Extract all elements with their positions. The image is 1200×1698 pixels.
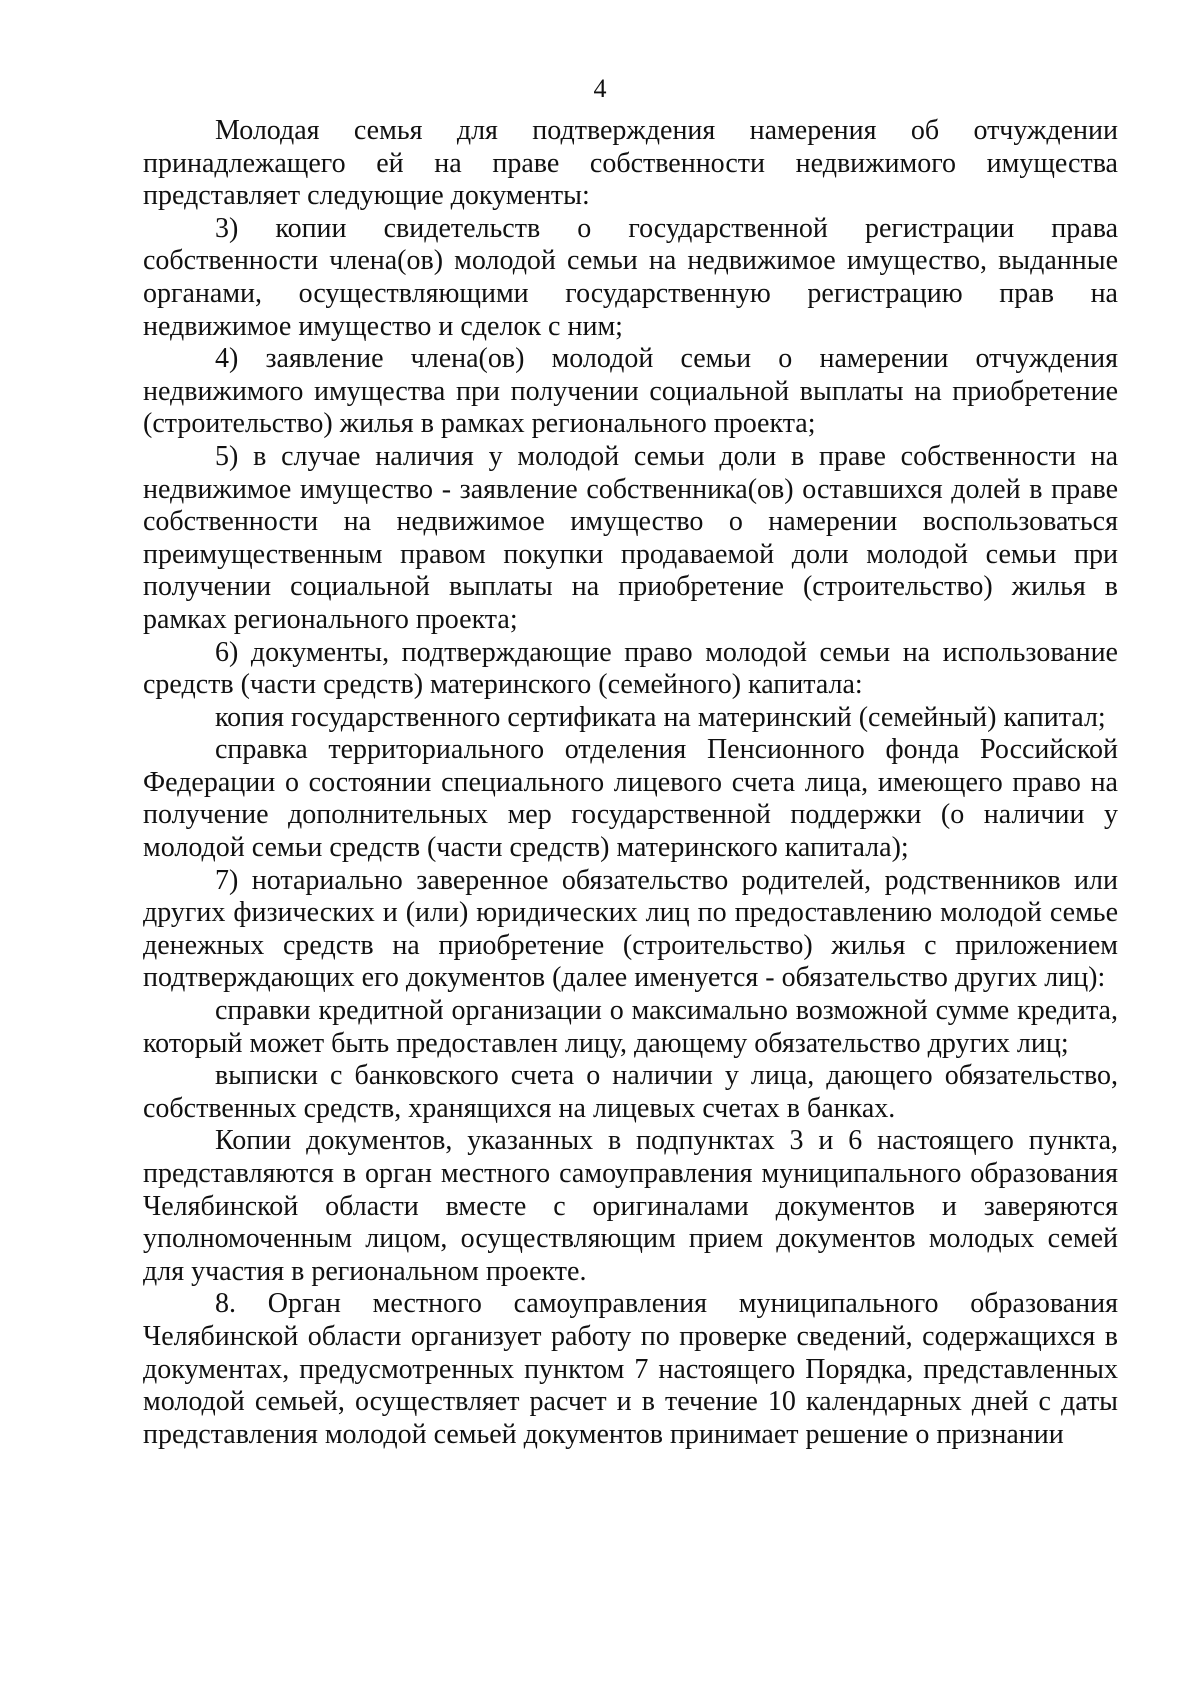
- paragraph-intro: Молодая семья для подтверждения намерения об отчуждении принадлежащего ей на праве собственности недвижимого имущества представляет следующие документы:: [143, 115, 1118, 212]
- paragraph-credit-statements: справки кредитной организации о максимально возможной сумме кредита, который может быть предоставлен лицу, дающему обязательство других лиц;: [143, 995, 1118, 1059]
- paragraph-certificate-copy: копия государственного сертификата на материнский (семейный) капитал;: [215, 701, 1106, 733]
- paragraph-item-5: 5) в случае наличия у молодой семьи доли в праве собственности на недвижимое имущество - заявление собственника(ов) оставшихся долей в праве собственности на недвижимое имущество о намерении воспользоваться преимущественным правом покупки продаваемой доли молодой семьи при получении социальной выплаты на приобретение (строительство) жилья в рамках регионального проекта;: [143, 440, 1118, 635]
- paragraph-pension-fund-statement: справка территориального отделения Пенсионного фонда Российской Федерации о состоянии специального лицевого счета лица, имеющего право на получение дополнительных мер государственной поддержки (о наличии у молодой семьи средств (части средств) материнского капитала);: [143, 734, 1118, 864]
- document-body: [143, 115, 1118, 1451]
- paragraph-item-6: 6) документы, подтверждающие право молодой семьи на использование средств (части средств) материнского (семейного) капитала:: [143, 636, 1118, 701]
- paragraph-item-7: 7) нотариально заверенное обязательство родителей, родственников или других физических и (или) юридических лиц по предоставлению молодой семье денежных средств на приобретение (строительство) жилья с приложением подтверждающих его документов (далее именуется - обязательство других лиц):: [143, 864, 1118, 994]
- paragraph-item-8: 8. Орган местного самоуправления муниципального образования Челябинской области организует работу по проверке сведений, содержащихся в документах, предусмотренных пунктом 7 настоящего Порядка, представленных молодой семьей, осуществляет расчет и в течение 10 календарных дней с даты представления молодой семьей документов принимает решение о признании: [143, 1288, 1118, 1450]
- paragraph-item-3: 3) копии свидетельств о государственной регистрации права собственности члена(ов) молодой семьи на недвижимое имущество, выданные органами, осуществляющими государственную регистрацию прав на недвижимое имущество и сделок с ним;: [143, 212, 1118, 342]
- paragraph-bank-extracts: выписки с банковского счета о наличии у лица, дающего обязательство, собственных средств, хранящихся на лицевых счетах в банках.: [143, 1060, 1118, 1124]
- paragraph-item-4: 4) заявление члена(ов) молодой семьи о намерении отчуждения недвижимого имущества при получении социальной выплаты на приобретение (строительство) жилья в рамках регионального проекта;: [143, 343, 1118, 440]
- page-number: 4: [593, 74, 607, 103]
- paragraph-document-copies: Копии документов, указанных в подпунктах 3 и 6 настоящего пункта, представляются в орган местного самоуправления муниципального образования Челябинской области вместе с оригиналами документов и заверяются уполномоченным лицом, осуществляющим прием документов молодых семей для участия в региональном проекте.: [143, 1125, 1118, 1287]
